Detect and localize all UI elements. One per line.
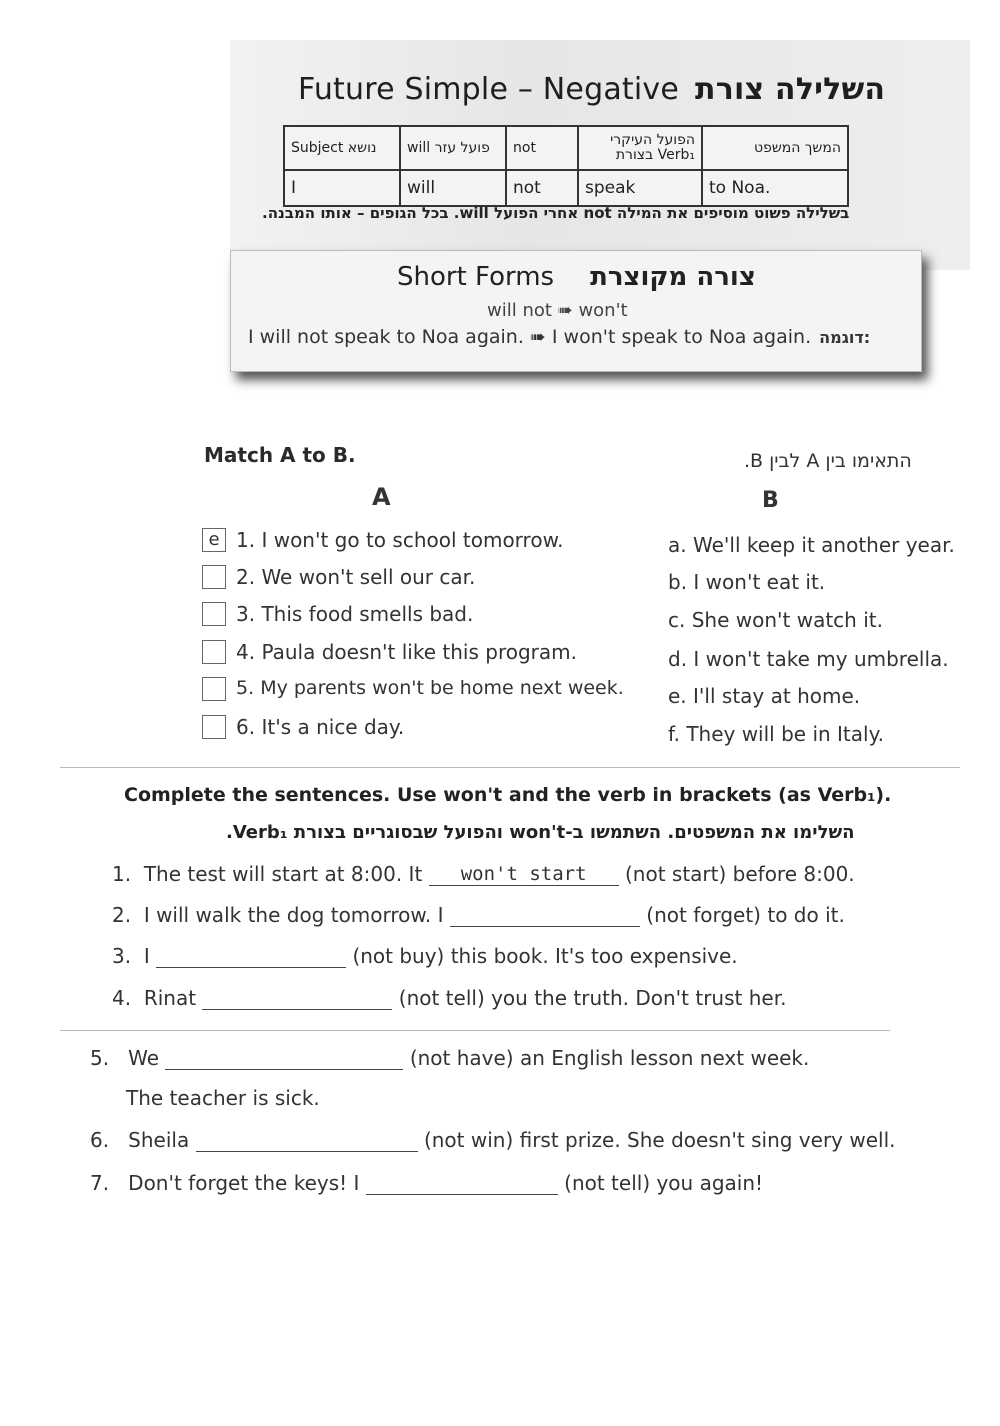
item-text: I won't eat it. <box>693 570 826 594</box>
sentence-after: (not tell) you the truth. Don't trust her. <box>398 986 787 1010</box>
sentence-after: (not win) first prize. She doesn't sing very well. <box>423 1128 896 1152</box>
answer-blank-2[interactable] <box>450 904 640 927</box>
sentence-after: (not tell) you again! <box>564 1171 764 1195</box>
title-hebrew: השלילה צורת <box>695 72 886 107</box>
item-text: I won't go to school tomorrow. <box>261 528 564 552</box>
sentence-number: 7. <box>90 1171 110 1195</box>
item-text: I'll stay at home. <box>693 684 861 708</box>
list-item <box>236 565 475 589</box>
cell-will: will <box>400 170 506 206</box>
item-text: My parents won't be home next week. <box>260 677 624 699</box>
sentence-after: (not start) before 8:00. <box>625 862 855 886</box>
answer-blank-1[interactable]: won't start <box>429 863 619 886</box>
cell-rest: to Noa. <box>702 170 848 206</box>
short-forms-title-hebrew: צורה מקוצרת <box>590 262 756 292</box>
sentence-5 <box>90 1046 809 1070</box>
grammar-table <box>283 125 849 207</box>
sentence-3 <box>112 944 738 968</box>
short-forms-example-text: I will not speak to Noa again. ➠ I won't speak to Noa again. <box>248 326 812 348</box>
grammar-table-row <box>284 170 848 206</box>
sentence-before: I will walk the dog tomorrow. I <box>143 903 444 927</box>
sentence-7 <box>90 1171 763 1195</box>
header-rest: המשך המשפט <box>702 126 848 170</box>
divider <box>60 1030 890 1031</box>
match-title: Match A to B. <box>204 443 356 467</box>
item-letter: e. <box>668 684 687 708</box>
item-text: She won't watch it. <box>691 608 883 632</box>
short-forms-rule: will not ➠ won't <box>487 300 628 321</box>
answer-blank-3[interactable] <box>156 945 346 968</box>
answer-box-1[interactable]: e <box>202 528 226 552</box>
sentence-after: (not forget) to do it. <box>646 903 845 927</box>
sentence-5-continuation: The teacher is sick. <box>126 1086 320 1110</box>
answer-box-5[interactable] <box>202 677 226 701</box>
header-subject: Subject נושא <box>284 126 400 170</box>
item-number: 6. <box>236 715 256 739</box>
list-item <box>236 715 404 739</box>
item-number: 2. <box>236 565 256 589</box>
sentence-after: (not have) an English lesson next week. <box>409 1046 810 1070</box>
item-number: 4. <box>236 640 256 664</box>
list-item <box>668 722 884 746</box>
sentence-before: Don't forget the keys! I <box>128 1171 360 1195</box>
answer-box-6[interactable] <box>202 715 226 739</box>
item-text: Paula doesn't like this program. <box>261 640 577 664</box>
item-text: I won't take my umbrella. <box>693 647 949 671</box>
sentence-number: 1. <box>112 862 132 886</box>
header-will: will פועל עזר <box>400 126 506 170</box>
list-item <box>668 570 825 594</box>
sentence-2 <box>112 903 845 927</box>
answer-blank-6[interactable] <box>196 1129 418 1152</box>
sentence-before: Sheila <box>128 1128 190 1152</box>
item-text: We won't sell our car. <box>261 565 476 589</box>
sentence-after: (not buy) this book. It's too expensive. <box>352 944 738 968</box>
header-not: not <box>506 126 578 170</box>
rule-note: בשלילה פשוט מוסיפים את המילה not אחרי הפועל will. בכל הגופים – אותו המבנה. <box>262 204 850 222</box>
item-letter: b. <box>668 570 688 594</box>
header-verb: הפועל העיקרי Verb₁ בצורת <box>578 126 702 170</box>
list-item <box>668 608 883 632</box>
sentence-6 <box>90 1128 896 1152</box>
short-forms-title-english: Short Forms <box>397 262 555 292</box>
short-forms-example-label: דוגמה: <box>819 328 871 347</box>
column-b-label: B <box>762 488 779 513</box>
answer-blank-5[interactable] <box>165 1047 403 1070</box>
item-text: This food smells bad. <box>261 602 474 626</box>
item-letter: f. <box>668 722 680 746</box>
answer-box-2[interactable] <box>202 565 226 589</box>
item-letter: a. <box>668 533 687 557</box>
grammar-table-header <box>284 126 848 170</box>
item-letter: c. <box>668 608 686 632</box>
sentence-number: 2. <box>112 903 132 927</box>
cell-verb: speak <box>578 170 702 206</box>
page-title <box>298 72 885 107</box>
sentence-before: Rinat <box>143 986 197 1010</box>
complete-title-hebrew: השלימו את המשפטים. השתמשו ב-won't והפועל שבסוגריים בצורת Verb₁. <box>226 822 855 843</box>
answer-box-3[interactable] <box>202 602 226 626</box>
answer-blank-7[interactable] <box>366 1172 558 1195</box>
answer-box-4[interactable] <box>202 640 226 664</box>
list-item <box>668 647 949 671</box>
sentence-number: 3. <box>112 944 132 968</box>
short-forms-example <box>248 326 870 348</box>
complete-title: Complete the sentences. Use won't and the verb in brackets (as Verb₁). <box>124 784 892 806</box>
sentence-number: 5. <box>90 1046 110 1070</box>
column-a-label: A <box>372 483 391 511</box>
list-item <box>236 602 473 626</box>
list-item <box>236 640 577 664</box>
item-number: 1. <box>236 528 256 552</box>
title-english: Future Simple – Negative <box>298 72 680 107</box>
cell-not: not <box>506 170 578 206</box>
item-text: We'll keep it another year. <box>692 533 955 557</box>
list-item <box>236 528 563 552</box>
item-letter: d. <box>668 647 688 671</box>
cell-subject: I <box>284 170 400 206</box>
item-text: It's a nice day. <box>261 715 405 739</box>
item-number: 3. <box>236 602 256 626</box>
list-item <box>668 684 860 708</box>
sentence-before: The test will start at 8:00. It <box>143 862 423 886</box>
list-item <box>668 533 955 557</box>
match-title-hebrew: התאימו בין A לבין B. <box>744 450 912 472</box>
answer-blank-4[interactable] <box>202 987 392 1010</box>
divider <box>60 767 960 768</box>
sentence-number: 6. <box>90 1128 110 1152</box>
sentence-before: We <box>128 1046 160 1070</box>
sentence-1 <box>112 862 855 886</box>
short-forms-title <box>397 262 756 292</box>
sentence-number: 4. <box>112 986 132 1010</box>
item-text: They will be in Italy. <box>686 722 884 746</box>
sentence-4 <box>112 986 786 1010</box>
sentence-before: I <box>143 944 150 968</box>
item-number: 5. <box>236 677 255 699</box>
list-item <box>236 677 624 699</box>
